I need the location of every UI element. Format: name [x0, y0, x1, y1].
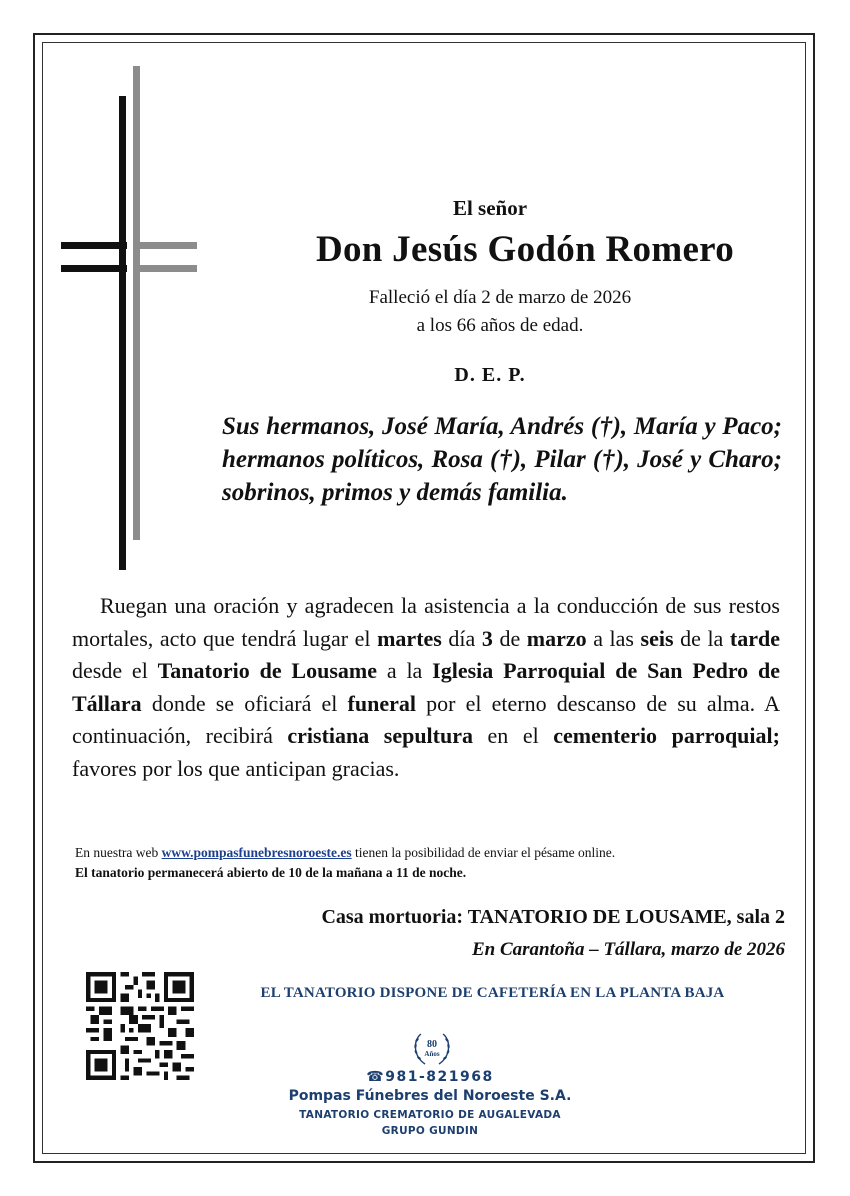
ceremony-paragraph: Ruegan una oración y agradecen la asistencia a la conducción de sus restos mortales, acto que tendrá lugar el martes día 3 de marzo a las seis de la tarde desde el Tanatorio de Lousame a la Iglesia Parroquial de San Pedro de Tállara donde se oficiará el funeral por el eterno descanso de su alma. A continuación, recibirá cristiana sepultura en el cementerio parroquial; favores por los que anticipan gracias. — [72, 593, 781, 781]
cafeteria-notice: EL TANATORIO DISPONE DE CAFETERÍA EN LA PLANTA BAJA — [260, 985, 725, 1001]
casa-mortuoria: Casa mortuoria: TANATORIO DE LOUSAME, sala 2 — [321, 906, 785, 928]
family-text: Sus hermanos, José María, Andrés (†), María y Paco; hermanos políticos, Rosa (†), Pilar (†), José y Charo; sobrinos, primos y demás familia. — [222, 413, 782, 506]
phone-number: ☎981-821968 — [366, 1069, 494, 1085]
group-name: GRUPO GUNDIN — [381, 1125, 479, 1137]
company-name: Pompas Fúnebres del Noroeste S.A. — [288, 1088, 572, 1104]
condolence-line: En nuestra web www.pompasfunebresnoroeste.es tienen la posibilidad de enviar el pésame online. — [75, 845, 616, 860]
badge-number: 80 — [427, 1039, 437, 1050]
crematorio-name: TANATORIO CREMATORIO DE AUGALEVADA — [299, 1109, 561, 1121]
website-link[interactable]: www.pompasfunebresnoroeste.es — [161, 845, 352, 860]
age: a los 66 años de edad. — [416, 315, 584, 336]
place-date: En Carantoña – Tállara, marzo de 2026 — [471, 939, 785, 960]
deceased-name: Don Jesús Godón Romero — [315, 229, 735, 270]
salutation: El señor — [452, 196, 528, 220]
qr-code-icon[interactable] — [86, 972, 194, 1080]
web-note — [75, 843, 775, 883]
family-list — [222, 410, 782, 509]
death-info — [300, 284, 700, 340]
laurel-badge-icon — [407, 1028, 457, 1070]
badge-word: Años — [424, 1050, 440, 1058]
opening-hours: El tanatorio permanecerá abierto de 10 de la mañana a 11 de noche. — [75, 865, 467, 880]
dep-initials: D. E. P. — [454, 364, 526, 386]
death-date: Falleció el día 2 de marzo de 2026 — [368, 287, 632, 308]
